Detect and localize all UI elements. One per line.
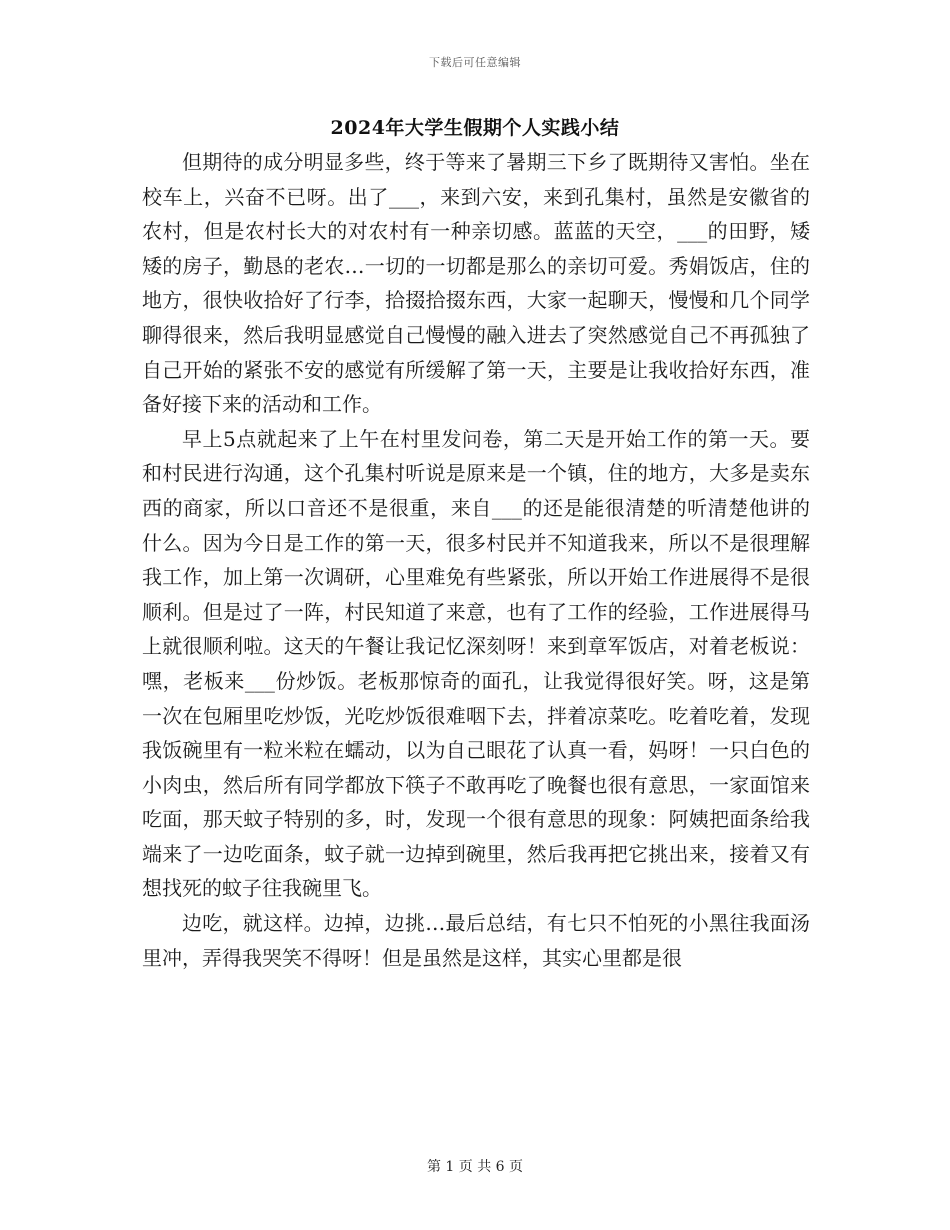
paragraph-1: 但期待的成分明显多些，终于等来了暑期三下乡了既期待又害怕。坐在校车上，兴奋不已呀。出了___，来到六安，来到孔集村，虽然是安徽省的农村，但是农村长大的对农村有一种亲切感。蓝蓝的天空，___的田野，矮矮的房子，勤恳的老农…一切的一切都是那么的亲切可爱。秀娟饭店，住的地方，很快收拾好了行李，拾掇拾掇东西，大家一起聊天，慢慢和几个同学聊得很来，然后我明显感觉自己慢慢的融入进去了突然感觉自己不再孤独了自己开始的紧张不安的感觉有所缓解了第一天，主要是让我收拾好东西，准备好接下来的活动和工作。 [142, 150, 810, 417]
paragraph-3: 边吃，就这样。边掉，边挑…最后总结，有七只不怕死的小黑往我面汤里冲，弄得我哭笑不得呀！但是虽然是这样，其实心里都是很 [142, 911, 810, 970]
document-title: 2024年大学生假期个人实践小结 [330, 117, 620, 139]
document-body [142, 145, 810, 975]
header-note: 下载后可任意编辑 [429, 56, 521, 69]
paragraph-2: 早上5点就起来了上午在村里发问卷，第二天是开始工作的第一天。要和村民进行沟通，这个孔集村听说是原来是一个镇，住的地方，大多是卖东西的商家，所以口音还不是很重，来自___的还是能很清楚的听清楚他讲的什么。因为今日是工作的第一天，很多村民并不知道我来，所以不是很理解我工作，加上第一次调研，心里难免有些紧张，所以开始工作进展得不是很顺利。但是过了一阵，村民知道了来意，也有了工作的经验，工作进展得马上就很顺利啦。这天的午餐让我记忆深刻呀！来到章军饭店，对着老板说：嘿，老板来___份炒饭。老板那惊奇的面孔，让我觉得很好笑。呀，这是第一次在包厢里吃炒饭，光吃炒饭很难咽下去，拌着凉菜吃。吃着吃着，发现我饭碗里有一粒米粒在蠕动，以为自己眼花了认真一看，妈呀！一只白色的小肉虫，然后所有同学都放下筷子不敢再吃了晚餐也很有意思，一家面馆来吃面，那天蚊子特别的多，时，发现一个很有意思的现象：阿姨把面条给我端来了一边吃面条，蚊子就一边掉到碗里，然后我再把它挑出来，接着又有想找死的蚊子往我碗里飞。 [142, 426, 810, 901]
page-number-footer: 第 1 页 共 6 页 [426, 1159, 524, 1175]
